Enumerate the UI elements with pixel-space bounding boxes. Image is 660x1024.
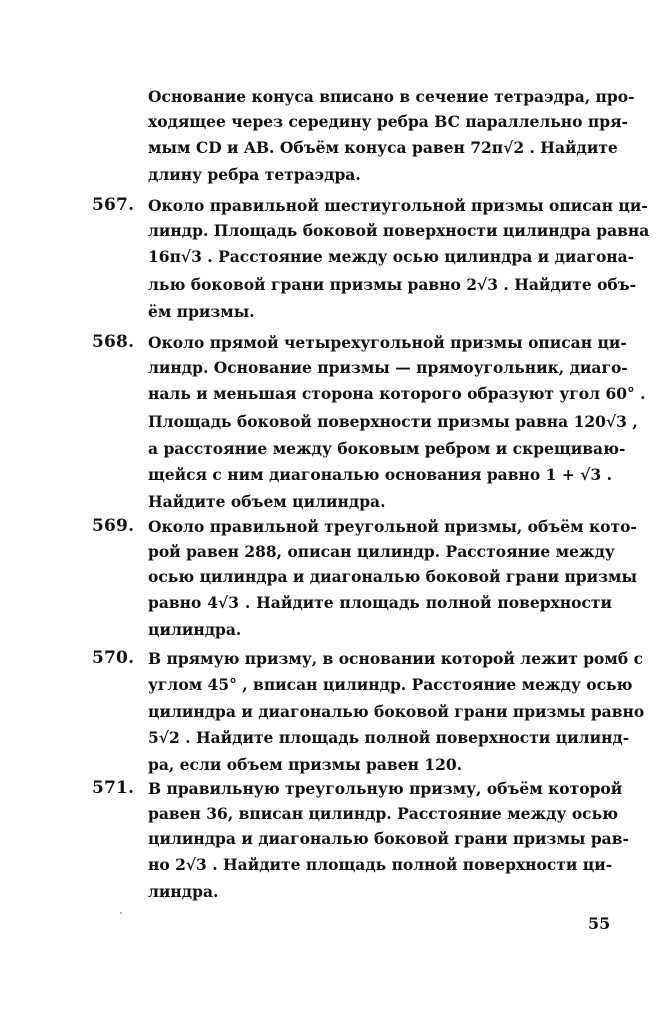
text-line: равен 36, вписан цилиндр. Расстояние между осью xyxy=(148,804,619,823)
text-line: Найдите объем цилиндра. xyxy=(148,492,386,511)
text-line: линдр. Площадь боковой поверхности цилиндра равна xyxy=(148,221,650,240)
text-line: Около прямой четырехугольной призмы описан ци- xyxy=(148,333,627,352)
text-line: ходящее через середину ребра BC параллельно пря- xyxy=(148,112,628,131)
text-line: 5√2 . Найдите площадь полной поверхности цилинд- xyxy=(148,728,630,747)
problem-number: 567. xyxy=(92,195,135,215)
text-line: 16π√3 . Расстояние между осью цилиндра и диагона- xyxy=(148,247,635,266)
problem-number: 569. xyxy=(92,516,135,536)
text-line: углом 45° , вписан цилиндр. Расстояние между осью xyxy=(148,675,633,694)
text-line: но 2√3 . Найдите площадь полной поверхности ци- xyxy=(148,855,613,874)
text-line: равно 4√3 . Найдите площадь полной поверхности xyxy=(148,593,612,612)
page-number: 55 xyxy=(588,914,611,933)
text-line: рой равен 288, описан цилиндр. Расстояние между xyxy=(148,542,615,561)
text-line: цилиндра и диагональю боковой грани призмы рав- xyxy=(148,829,629,848)
problem-text xyxy=(148,330,646,514)
problem-number: 571. xyxy=(92,778,135,798)
text-line: лью боковой грани призмы равно 2√3 . Найдите объ- xyxy=(148,275,637,294)
problem-number: 568. xyxy=(92,332,135,352)
text-line: ра, если объем призмы равен 120. xyxy=(148,755,463,774)
text-line: цилиндра. xyxy=(148,620,242,639)
scan-speck xyxy=(120,912,122,914)
text-line: В прямую призму, в основании которой лежит ромб с xyxy=(148,649,644,668)
problem-text xyxy=(148,193,650,324)
text-line: цилиндра и диагональю боковой грани призмы равно xyxy=(148,702,645,721)
text-line: щейся с ним диагональю основания равно 1 + √3 . xyxy=(148,465,612,484)
text-line: Около правильной треугольной призмы, объём кото- xyxy=(148,517,637,536)
text-line: а расстояние между боковым ребром и скрещиваю- xyxy=(148,439,626,458)
text-line: Около правильной шестиугольной призмы описан ци- xyxy=(148,196,648,215)
problem-text xyxy=(148,646,645,777)
text-line: линдра. xyxy=(148,882,219,901)
problem-text xyxy=(148,514,638,642)
text-line: осью цилиндра и диагональю боковой грани призмы xyxy=(148,567,638,586)
text-line: В правильную треугольную призму, объём которой xyxy=(148,779,623,798)
text-line: мым CD и AB. Объём конуса равен 72π√2 . Найдите xyxy=(148,138,618,157)
text-line: линдр. Основание призмы — прямоугольник, диаго- xyxy=(148,358,628,377)
text-line: ём призмы. xyxy=(148,302,255,321)
text-line: Основание конуса вписано в сечение тетраэдра, про- xyxy=(148,87,635,106)
problem-text xyxy=(148,84,635,187)
text-line: длину ребра тетраэдра. xyxy=(148,165,361,184)
text-line: наль и меньшая сторона которого образуют угол 60° . xyxy=(148,384,646,403)
problem-number: 570. xyxy=(92,648,135,668)
text-line: Площадь боковой поверхности призмы равна 120√3 , xyxy=(148,412,638,431)
problem-text xyxy=(148,776,629,904)
